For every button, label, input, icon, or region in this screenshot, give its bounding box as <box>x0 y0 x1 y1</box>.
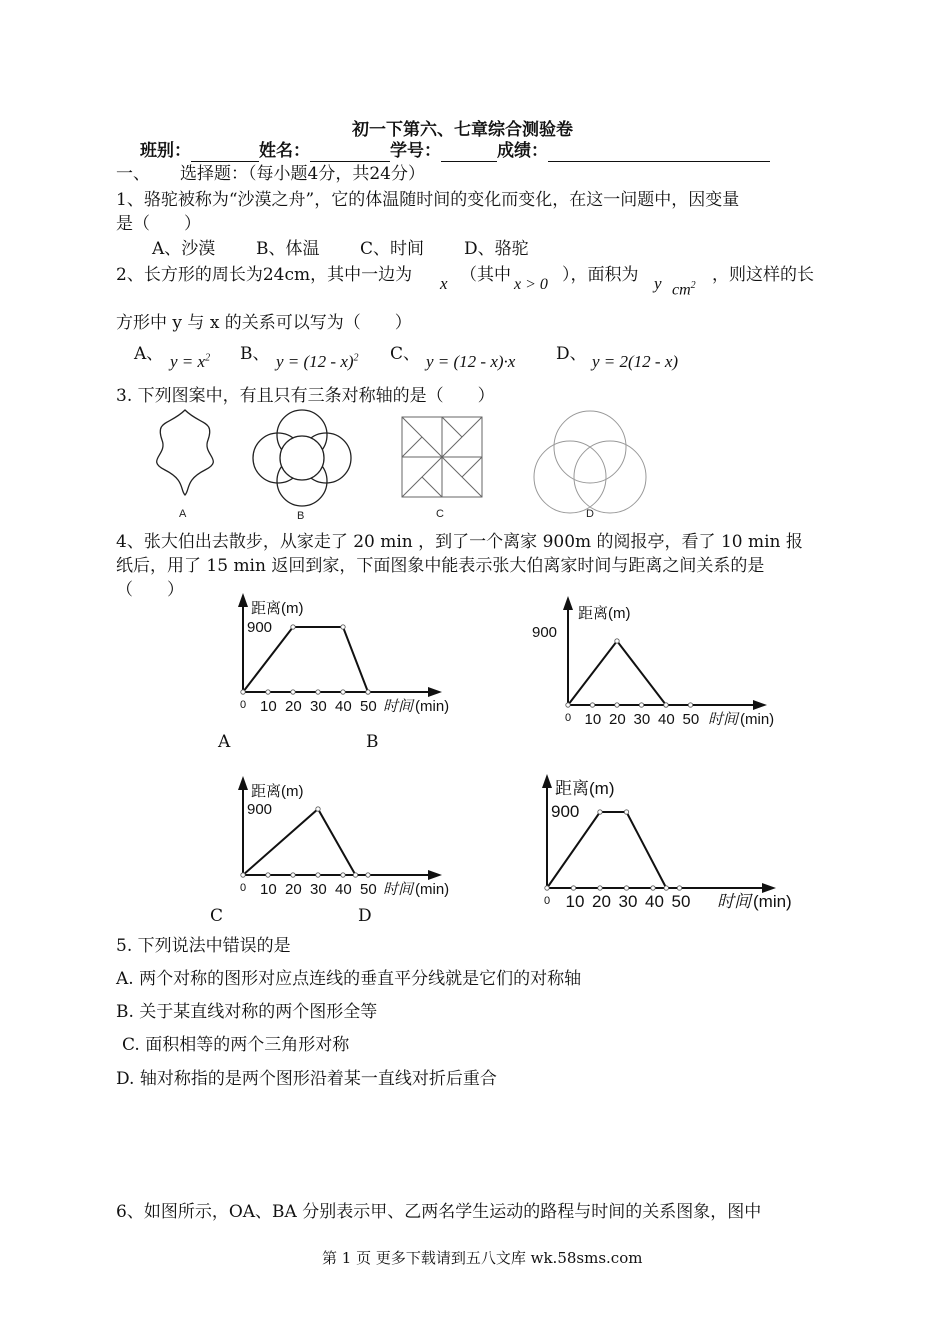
graph-d-tick-dot <box>651 886 655 890</box>
graph-d-tick-dot <box>571 886 575 890</box>
graph-a-tick-label: 50 <box>360 698 377 715</box>
graph-d-tick-label: 20 <box>592 892 611 911</box>
q5-option-c: C. 面积相等的两个三角形对称 <box>122 1035 350 1055</box>
q6-text: 6、如图所示，OA、BA 分别表示甲、乙两名学生运动的路程与时间的关系图象，图中 <box>116 1202 762 1222</box>
q1-line1: 1、骆驼被称为“沙漠之舟”，它的体温随时间的变化而变化，在这一问题中，因变量 <box>116 190 740 210</box>
graph-b-x-axis-unit: (min) <box>740 711 775 728</box>
graph-b-tick-dot <box>615 703 619 707</box>
graph-c-x-axis-unit: (min) <box>415 881 450 898</box>
q2-condition: x > 0 <box>514 276 548 293</box>
q2-unit <box>672 280 696 299</box>
q5-option-a: A. 两个对称的图形对应点连线的垂直平分线就是它们的对称轴 <box>116 969 582 989</box>
graph-a-tick-label: 20 <box>285 698 302 715</box>
graph-d-data-point <box>664 886 668 890</box>
graph-d-y-axis-label: 距离(m) <box>555 779 615 798</box>
q2-option-c-expr: y = (12 - x)·x <box>426 352 516 371</box>
q2-option-b-text: y = (12 - x) <box>276 352 354 371</box>
graph-a-label: A <box>218 732 231 752</box>
graph-b-y-arrow <box>563 596 573 610</box>
q2-unit-text: cm <box>672 281 691 299</box>
q1-option-d: D、骆驼 <box>464 239 529 259</box>
q2-text-2: （其中 <box>460 265 511 285</box>
graph-d-tick-label: 40 <box>645 892 664 911</box>
graph-c-tick-label: 20 <box>285 881 302 898</box>
graph-a-tick-dot <box>316 690 320 694</box>
graph-c-series-line <box>243 809 356 875</box>
graph-c-data-point <box>316 807 320 811</box>
graph-d-data-point <box>624 810 628 814</box>
graph-d-tick-dot <box>545 886 549 890</box>
page-title: 初一下第六、七章综合测验卷 <box>352 120 573 140</box>
graph-c-y-arrow <box>238 776 248 790</box>
q2-option-b-label: B、 <box>240 344 270 364</box>
graph-d-data-point <box>598 810 602 814</box>
q2-unit-sup: 2 <box>690 280 696 291</box>
graph-a-tick-label: 40 <box>335 698 352 715</box>
graph-b-tick-label: 30 <box>633 711 651 728</box>
graph-a-tick-dot <box>291 690 295 694</box>
graph-c-tick-label: 30 <box>310 881 327 898</box>
graph-c-tick-label: 50 <box>360 881 377 898</box>
name-label: 姓名： <box>259 141 310 161</box>
graph-a-tick-label: 10 <box>260 698 277 715</box>
graph-d-x-axis-unit: (min) <box>753 892 792 911</box>
q3-text: 3. 下列图案中，有且只有三条对称轴的是（ ） <box>116 386 495 406</box>
q1-option-b: B、体温 <box>256 239 320 259</box>
figure-d-label: D <box>586 508 594 520</box>
graph-a-tick-label: 30 <box>310 698 327 715</box>
figure-c-shape <box>402 417 482 497</box>
q1-line2: 是（ ） <box>116 214 201 234</box>
graph-c-tick-label: 10 <box>260 881 277 898</box>
graph-a-x-axis-unit: (min) <box>415 698 450 715</box>
graph-d-tick-dot <box>624 886 628 890</box>
graph-c-data-point <box>353 873 357 877</box>
graph-a-x-arrow <box>428 687 442 697</box>
q1-option-a: A、沙漠 <box>152 239 216 259</box>
graph-b-tick-label: 40 <box>658 711 675 728</box>
graph-a-tick-dot <box>341 690 345 694</box>
figure-d-shape <box>534 411 646 513</box>
q2-option-c-label: C、 <box>390 344 421 364</box>
graph-b-label: B <box>366 732 379 752</box>
graph-c-tick-dot <box>316 873 320 877</box>
name-blank[interactable] <box>310 143 390 162</box>
header-fields <box>140 140 770 162</box>
q5-stem: 5. 下列说法中错误的是 <box>116 936 291 956</box>
graph-c-tick-dot <box>366 873 370 877</box>
q3-figures <box>130 405 650 525</box>
figure-a-shape <box>157 410 214 495</box>
graph-c-tick-dot <box>266 873 270 877</box>
graph-b-tick-label: 50 <box>682 711 700 728</box>
graph-d-tick-dot <box>677 886 681 890</box>
q2-var-y: y <box>654 274 662 293</box>
q2-text-3: ），面积为 <box>562 265 639 285</box>
graph-b-tick-dot <box>566 703 570 707</box>
graph-c-tick-label: 40 <box>335 881 352 898</box>
graph-b-tick-dot <box>688 703 692 707</box>
section-label: 选择题：（每小题4分，共24分） <box>180 164 425 184</box>
q2-text-4: ，则这样的长 <box>712 265 814 285</box>
graph-b-data-point <box>664 703 668 707</box>
figure-b-label: B <box>297 510 305 522</box>
graph-a-series-line <box>243 627 368 692</box>
graph-c-tick-dot <box>241 873 245 877</box>
graph-b-tick-label: 0 <box>565 712 572 724</box>
id-blank[interactable] <box>441 143 497 162</box>
page-footer: 第 1 页 更多下载请到五八文库 wk.58sms.com <box>322 1249 643 1267</box>
graph-d-y-tick-label: 900 <box>551 802 580 821</box>
q5-option-d: D. 轴对称指的是两个图形沿着某一直线对折后重合 <box>116 1069 497 1089</box>
graph-c-tick-label: 0 <box>240 882 247 894</box>
graph-b-y-axis-label: 距离(m) <box>578 605 631 622</box>
graph-c-tick-dot <box>291 873 295 877</box>
graph-b-tick-label: 20 <box>609 711 626 728</box>
q2-option-a-expr <box>170 352 210 372</box>
graph-b-data-point <box>615 639 619 643</box>
class-blank[interactable] <box>191 143 259 162</box>
graph-b-tick-label: 10 <box>584 711 602 728</box>
q2-option-a-label: A、 <box>134 344 164 364</box>
q2-option-a-sup: 2 <box>205 352 211 364</box>
graph-a-data-point <box>366 690 370 694</box>
graph-a-tick-dot <box>241 690 245 694</box>
q4-line2: 纸后，用了 15 min 返回到家，下面图象中能表示张大伯离家时间与距离之间关系的是 <box>116 556 765 576</box>
graph-a-data-point <box>291 625 295 629</box>
graph-a-x-axis-label: 时间 <box>383 698 414 715</box>
graph-c-tick-dot <box>341 873 345 877</box>
graph-b-y-tick-label: 900 <box>532 624 558 641</box>
q4-line1: 4、张大伯出去散步，从家走了 20 min ，到了一个离家 900m 的阅报亭，看了 10 min 报 <box>116 532 803 552</box>
figure-c-label: C <box>436 508 444 520</box>
graph-d-tick-label: 0 <box>544 895 551 907</box>
graph-a-tick-dot <box>266 690 270 694</box>
graph-d-tick-label: 50 <box>671 892 691 911</box>
graph-b-tick-dot <box>639 703 643 707</box>
graph-a-tick-label: 0 <box>240 699 247 711</box>
graph-b-series-line <box>568 641 666 705</box>
graph-a-y-axis-label: 距离(m) <box>251 600 304 617</box>
graph-d-y-arrow <box>542 774 552 788</box>
graph-d-label: D <box>358 906 372 926</box>
id-label: 学号： <box>390 141 441 161</box>
q4-line3: （ ） <box>116 580 184 600</box>
graph-d-tick-label: 10 <box>565 892 585 911</box>
q5-option-b: B. 关于某直线对称的两个图形全等 <box>116 1002 378 1022</box>
graph-b-x-axis-label: 时间 <box>708 711 739 728</box>
section-number: 一、 <box>116 164 150 184</box>
graph-a-y-tick-label: 900 <box>247 619 273 636</box>
q2-option-a-text: y = x <box>170 352 206 371</box>
q2-line2: 方形中 y 与 x 的关系可以写为（ ） <box>116 313 412 333</box>
graph-c-y-tick-label: 900 <box>247 801 273 818</box>
graph-c-label: C <box>210 906 224 926</box>
figure-a-label: A <box>179 508 187 520</box>
graph-d-tick-label: 30 <box>618 892 638 911</box>
graph-a-data-point <box>341 625 345 629</box>
graph-a-y-arrow <box>238 593 248 607</box>
figure-b-shape <box>253 410 351 506</box>
graph-c-x-axis-label: 时间 <box>383 881 414 898</box>
graph-d-x-axis-label: 时间 <box>717 892 751 911</box>
graph-b-tick-dot <box>590 703 594 707</box>
score-label: 成绩： <box>497 141 548 161</box>
q2-option-d-expr: y = 2(12 - x) <box>592 352 679 371</box>
q2-option-d-label: D、 <box>556 344 587 364</box>
q1-option-c: C、时间 <box>360 239 425 259</box>
q4-graphs <box>0 590 950 930</box>
q2-option-b-sup: 2 <box>353 352 359 364</box>
graph-d-series-line <box>547 812 666 888</box>
graph-b-x-arrow <box>753 700 767 710</box>
class-label: 班别： <box>140 141 191 161</box>
graph-c-y-axis-label: 距离(m) <box>251 783 304 800</box>
q2-option-b-expr <box>276 352 359 372</box>
q2-text-1: 2、长方形的周长为24cm，其中一边为 <box>116 265 413 285</box>
graph-c-x-arrow <box>428 870 442 880</box>
score-blank[interactable] <box>548 143 770 162</box>
graph-d-tick-dot <box>598 886 602 890</box>
q2-var-x: x <box>440 274 448 293</box>
